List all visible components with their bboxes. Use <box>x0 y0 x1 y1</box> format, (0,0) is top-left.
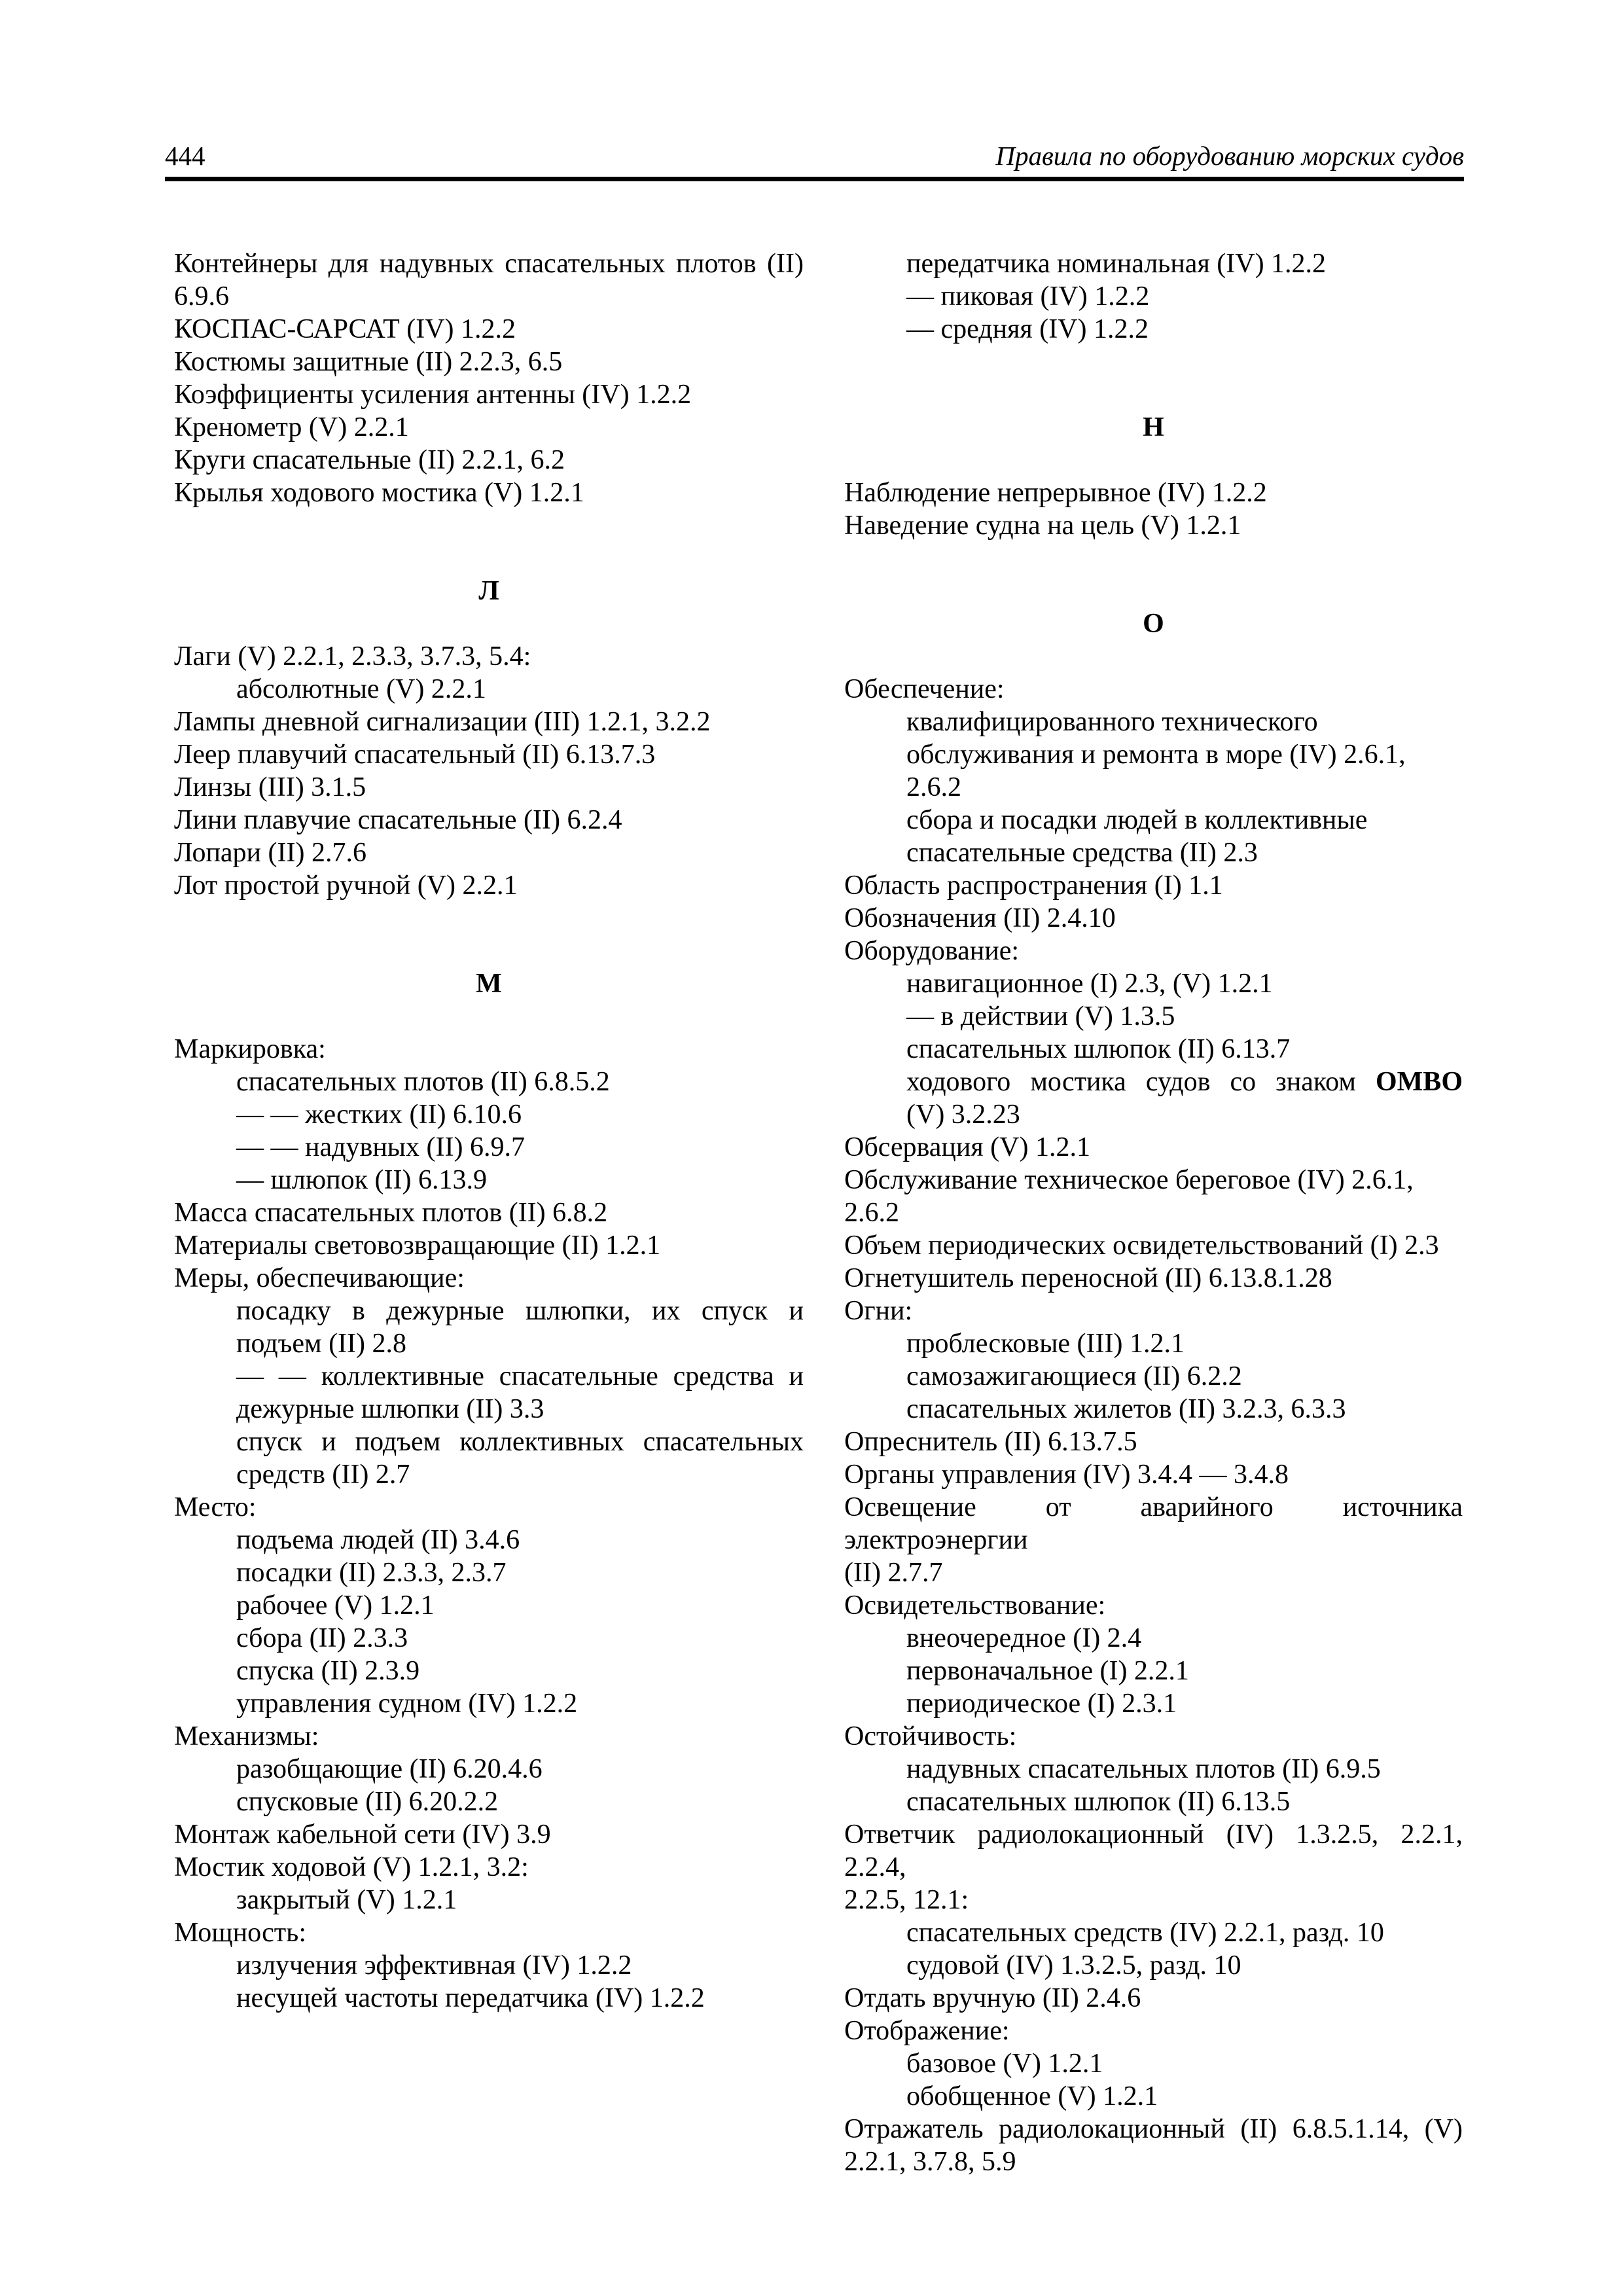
index-entry-line: спасательных шлюпок (II) 6.13.5 <box>906 1787 1291 1817</box>
index-entry-line: Остойчивость: <box>844 1721 1017 1751</box>
index-entry-line: Отдать вручную (II) 2.4.6 <box>844 1983 1141 2013</box>
index-entry-line: — шлюпок (II) 6.13.9 <box>236 1165 488 1195</box>
index-entry-line: посадку в дежурные шлюпки, их спуск и <box>236 1296 804 1326</box>
section-heading: Л <box>478 576 499 606</box>
index-entry-line: Масса спасательных плотов (II) 6.8.2 <box>174 1198 608 1228</box>
index-entry-line: Обсервация (V) 1.2.1 <box>844 1132 1090 1162</box>
index-entry-line: Обслуживание техническое береговое (IV) 2.6.1, 2.6.2 <box>844 1165 1414 1228</box>
index-entry-line: Круги спасательные (II) 2.2.1, 6.2 <box>174 445 565 475</box>
index-entry-line: обобщенное (V) 1.2.1 <box>906 2081 1158 2111</box>
index-entry-line: Обозначения (II) 2.4.10 <box>844 903 1116 933</box>
index-entry-line: спасательные средства (II) 2.3 <box>906 838 1258 868</box>
index-entry-line: Место: <box>174 1492 257 1522</box>
bold-term: ОМВО <box>1376 1067 1463 1097</box>
index-entry-line: первоначальное (I) 2.2.1 <box>906 1656 1189 1686</box>
index-entry-line: базовое (V) 1.2.1 <box>906 2049 1103 2079</box>
running-title: Правила по оборудованию морских судов <box>995 141 1464 171</box>
index-entry-line: Отображение: <box>844 2016 1010 2046</box>
index-entry-line: посадки (II) 2.3.3, 2.3.7 <box>236 1558 507 1588</box>
index-entry-line: Освидетельствование: <box>844 1590 1106 1621</box>
index-entry-line: судовой (IV) 1.3.2.5, разд. 10 <box>906 1950 1241 1981</box>
index-entry-line: Отражатель радиолокационный (II) 6.8.5.1.14, (V) <box>844 2114 1463 2144</box>
index-entry-line: Механизмы: <box>174 1721 319 1751</box>
index-entry-line: несущей частоты передатчика (IV) 1.2.2 <box>236 1983 705 2013</box>
index-entry-line: Освещение от аварийного источника электроэнергии <box>844 1492 1463 1555</box>
index-entry-line: спасательных плотов (II) 6.8.5.2 <box>236 1067 610 1097</box>
section-heading: Н <box>1143 412 1164 442</box>
index-entry-line: Объем периодических освидетельствований (I) 2.3 <box>844 1230 1439 1261</box>
index-entry-line: Органы управления (IV) 3.4.4 — 3.4.8 <box>844 1460 1289 1490</box>
index-entry-line: абсолютные (V) 2.2.1 <box>236 674 486 704</box>
index-entry-line: передатчика номинальная (IV) 1.2.2 <box>906 249 1327 279</box>
index-entry-line: спасательных жилетов (II) 3.2.3, 6.3.3 <box>906 1394 1346 1424</box>
index-entry-line: Мостик ходовой (V) 1.2.1, 3.2: <box>174 1852 529 1882</box>
index-entry-line: Лини плавучие спасательные (II) 6.2.4 <box>174 805 622 835</box>
index-entry-line: Лопари (II) 2.7.6 <box>174 838 366 868</box>
index-column-right <box>844 247 1463 2178</box>
index-entry-line: — — коллективные спасательные средства и <box>236 1361 804 1391</box>
index-entry-line: навигационное (I) 2.3, (V) 1.2.1 <box>906 969 1273 999</box>
index-entry-line: спасательных шлюпок (II) 6.13.7 <box>906 1034 1291 1064</box>
index-entry-line: излучения эффективная (IV) 1.2.2 <box>236 1950 632 1981</box>
index-entry-line: Контейнеры для надувных спасательных плотов (II) <box>174 249 804 279</box>
index-entry-line: проблесковые (III) 1.2.1 <box>906 1329 1185 1359</box>
index-entry-line: — в действии (V) 1.3.5 <box>906 1001 1175 1031</box>
index-entry-line: Костюмы защитные (II) 2.2.3, 6.5 <box>174 347 563 377</box>
section-heading: М <box>476 969 502 999</box>
index-entry-line: 2.2.1, 3.7.8, 5.9 <box>844 2147 1016 2177</box>
index-entry-line: дежурные шлюпки (II) 3.3 <box>236 1394 544 1424</box>
index-entry-line: управления судном (IV) 1.2.2 <box>236 1689 578 1719</box>
index-entry-line: Мощность: <box>174 1918 306 1948</box>
index-entry-line: — пиковая (IV) 1.2.2 <box>906 281 1150 312</box>
index-entry-line: Наблюдение непрерывное (IV) 1.2.2 <box>844 478 1267 508</box>
index-entry-line: Леер плавучий спасательный (II) 6.13.7.3 <box>174 740 656 770</box>
index-entry-line: Линзы (III) 3.1.5 <box>174 772 366 802</box>
index-entry-line: (II) 2.7.7 <box>844 1558 943 1588</box>
index-entry-line: спуска (II) 2.3.9 <box>236 1656 420 1686</box>
index-entry-line: надувных спасательных плотов (II) 6.9.5 <box>906 1754 1381 1784</box>
index-entry-line: сбора (II) 2.3.3 <box>236 1623 408 1653</box>
index-entry-line: — средняя (IV) 1.2.2 <box>906 314 1149 344</box>
index-entry-line: закрытый (V) 1.2.1 <box>236 1885 457 1915</box>
index-entry-line: 6.9.6 <box>174 281 229 312</box>
index-entry-line: подъема людей (II) 3.4.6 <box>236 1525 520 1555</box>
index-entry-line: Лампы дневной сигнализации (III) 1.2.1, 3.2.2 <box>174 707 711 737</box>
index-entry-line: Обеспечение: <box>844 674 1005 704</box>
index-entry-line: Лот простой ручной (V) 2.2.1 <box>174 870 518 901</box>
index-entry-line: спасательных средств (IV) 2.2.1, разд. 10 <box>906 1918 1384 1948</box>
index-column-left <box>174 247 804 2015</box>
index-entry-line: периодическое (I) 2.3.1 <box>906 1689 1177 1719</box>
index-entry-line: Кренометр (V) 2.2.1 <box>174 412 409 442</box>
index-entry-line: Маркировка: <box>174 1034 326 1064</box>
page-number: 444 <box>165 141 205 171</box>
index-entry-line: — — надувных (II) 6.9.7 <box>236 1132 525 1162</box>
index-entry-line: (V) 3.2.23 <box>906 1100 1020 1130</box>
index-entry-line: Монтаж кабельной сети (IV) 3.9 <box>174 1820 551 1850</box>
index-entry-line: Крылья ходового мостика (V) 1.2.1 <box>174 478 584 508</box>
index-entry-line: Ответчик радиолокационный (IV) 1.3.2.5, 2.2.1, 2.2.4, <box>844 1820 1463 1882</box>
index-entry-line: самозажигающиеся (II) 6.2.2 <box>906 1361 1242 1391</box>
header-rule <box>165 177 1464 181</box>
index-entry-line: 2.2.5, 12.1: <box>844 1885 969 1915</box>
index-entry-line: подъем (II) 2.8 <box>236 1329 407 1359</box>
index-entry-line: Лаги (V) 2.2.1, 2.3.3, 3.7.3, 5.4: <box>174 641 531 672</box>
index-entry-line: Область распространения (I) 1.1 <box>844 870 1223 901</box>
section-heading: О <box>1143 609 1164 639</box>
index-entry-line: ходового мостика судов со знаком ОМВО <box>906 1067 1463 1097</box>
index-entry-line: средств (II) 2.7 <box>236 1460 410 1490</box>
index-entry-line: разобщающие (II) 6.20.4.6 <box>236 1754 543 1784</box>
index-entry-line: Оборудование: <box>844 936 1020 966</box>
index-entry-line: спуск и подъем коллективных спасательных <box>236 1427 804 1457</box>
index-entry-line: Материалы световозвращающие (II) 1.2.1 <box>174 1230 661 1261</box>
index-entry-line: спусковые (II) 6.20.2.2 <box>236 1787 499 1817</box>
index-entry-line: КОСПАС-САРСАТ (IV) 1.2.2 <box>174 314 516 344</box>
index-entry-line: Опреснитель (II) 6.13.7.5 <box>844 1427 1137 1457</box>
index-entry-line: Коэффициенты усиления антенны (IV) 1.2.2 <box>174 380 692 410</box>
index-entry-line: — — жестких (II) 6.10.6 <box>236 1100 522 1130</box>
index-entry-line: Огнетушитель переносной (II) 6.13.8.1.28 <box>844 1263 1332 1293</box>
index-entry-line: обслуживания и ремонта в море (IV) 2.6.1, 2.6.2 <box>906 740 1406 802</box>
index-entry-line: квалифицированного технического <box>906 707 1318 737</box>
index-entry-line: Меры, обеспечивающие: <box>174 1263 465 1293</box>
index-entry-line: сбора и посадки людей в коллективные <box>906 805 1368 835</box>
page-header <box>165 140 1464 171</box>
index-entry-line: Огни: <box>844 1296 913 1326</box>
index-entry-line: внеочередное (I) 2.4 <box>906 1623 1142 1653</box>
index-entry-line: рабочее (V) 1.2.1 <box>236 1590 435 1621</box>
index-entry-line: Наведение судна на цель (V) 1.2.1 <box>844 511 1241 541</box>
